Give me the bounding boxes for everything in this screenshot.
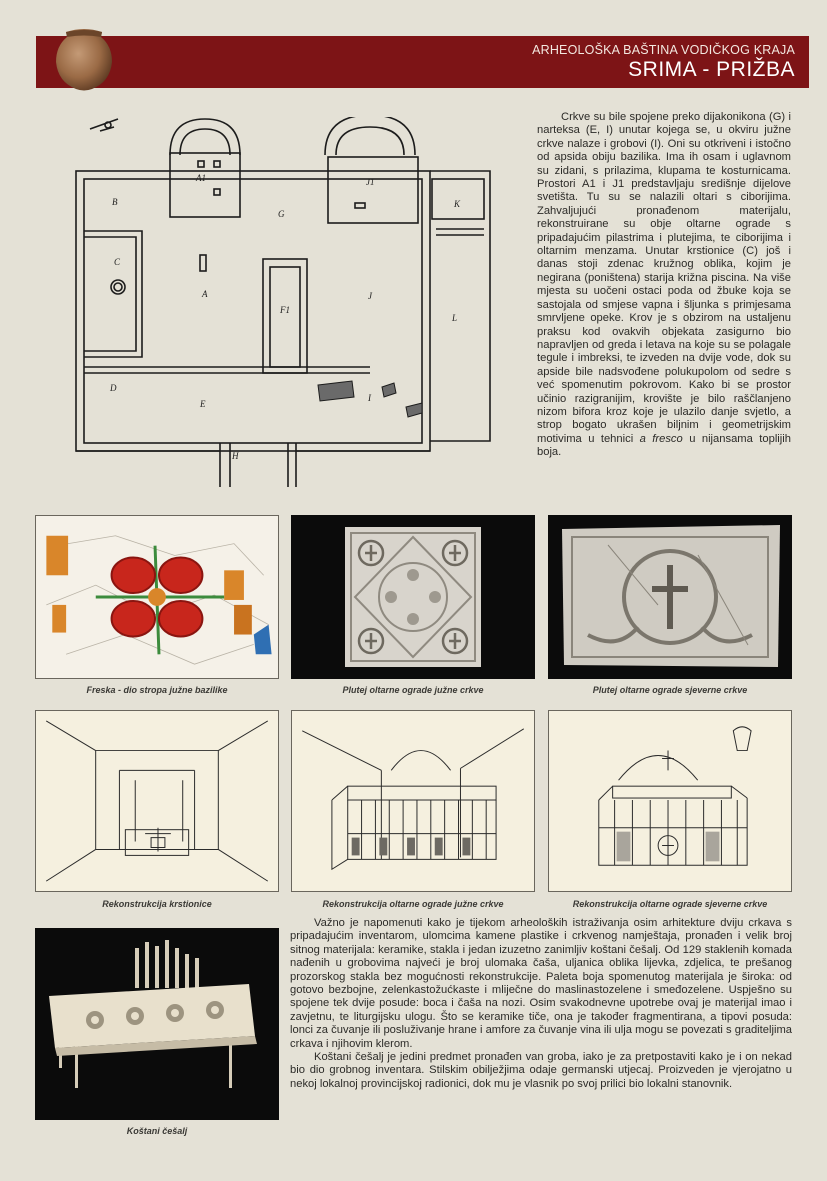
intro-text: [537, 111, 791, 460]
body-paragraph: Važno je napomenuti kako je tijekom arheoloških istraživanja osim arhitekture dviju crkava s pripadajućim inventarom, ulomcima kamene plastike i crkvenog namještaja, pronađen i velik broj sitnog materijala: keramike, stakla i jedan izuzetno zanimljiv koštani češalj. Od 129 staklenih komada nađenih u grobovima najveći je broj ulomaka čaša, uljanica oblika lijevka, zdjelica, te prešanog prozorskog stakla bez mogućnosti rekonstrukcije. Paleta boja spomenutog materijala je široka: od gotovo bezbojne, zelenkastožućkaste i mliječne do maslinastozelene i smeđozelene. Uspješno su spojene tek dvije posude: boca i čaša na nozi. Osim svakodnevne upotrebe ovaj je materijal imao i zavjetnu, te liturgijsku ulogu. Što se keramike tiče, ona je također fragmentirana, a tipovi posuda: lonci za čuvanje ili posluživanje hrane i amfore za čuvanje vina ili ulja mogu se povezati s graditeljima crkava i njihovim klerom.: [290, 917, 792, 1050]
caption-screen-south: Rekonstrukcija oltarne ograde južne crkve: [322, 899, 504, 909]
plan-label-b: B: [112, 197, 118, 207]
caption-screen-north: Rekonstrukcija oltarne ograde sjeverne crkve: [572, 899, 768, 909]
floor-plan-figure: [70, 117, 510, 487]
plan-label-h: H: [232, 451, 239, 461]
body-text: [290, 917, 792, 1091]
pottery-vessel-icon: [52, 26, 116, 92]
header-subtitle: ARHEOLOŠKA BAŠTINA VODIČKOG KRAJA: [532, 43, 795, 57]
plan-label-j: J: [368, 291, 372, 301]
pluteus-north-image: [548, 515, 792, 679]
plan-label-j1: J1: [366, 177, 375, 187]
caption-fresco: Freska - dio stropa južne bazilike: [86, 685, 228, 695]
plan-label-a1: A1: [196, 173, 206, 183]
fresco-image: [35, 515, 279, 679]
screen-south-reconstruction-image: [291, 710, 535, 892]
plan-label-f1: F1: [280, 305, 290, 315]
screen-north-reconstruction-image: [548, 710, 792, 892]
plan-label-a: A: [202, 289, 208, 299]
intro-italic: a fresco: [639, 432, 683, 445]
plan-label-e: E: [200, 399, 206, 409]
caption-pluteus-north: Plutej oltarne ograde sjeverne crkve: [592, 685, 748, 695]
plan-label-d: D: [110, 383, 117, 393]
caption-baptistery: Rekonstrukcija krstionice: [102, 899, 212, 909]
plan-label-l: L: [452, 313, 458, 323]
bone-comb-image: [35, 928, 279, 1120]
pluteus-south-image: [291, 515, 535, 679]
plan-label-c: C: [114, 257, 121, 267]
plan-label-k: K: [454, 199, 461, 209]
plan-label-g: G: [278, 209, 285, 219]
body-paragraph: Koštani češalj je jedini predmet pronađen van groba, iako je za pretpostaviti kako je i on nekad bio dio grobnog inventara. Stilskim obilježjima odaje germanski utjecaj. Proizveden je vjerojatno u nekoj lokalnoj provincijskoj radionici, dok mu je vlasnik po svoj prilici bio lokalni stanovnik.: [290, 1051, 792, 1090]
intro-end: u nijansama toplijih boja.: [537, 432, 791, 459]
plan-label-i: I: [368, 393, 371, 403]
header-banner: [36, 36, 809, 88]
caption-comb: Koštani češalj: [126, 1126, 188, 1136]
caption-pluteus-south: Plutej oltarne ograde južne crkve: [342, 685, 484, 695]
header-title: SRIMA - PRIŽBA: [628, 58, 795, 81]
intro-paragraph: Crkve su bile spojene preko dijakonikona (G) i narteksa (E, I) unutar kojega se, u okviru južne crkve nalaze i grobovi (I). Oni su otkriveni i istočno od apsida obiju bazilika. Ima ih osam i uglavnom su zidani, s prilazima, klupama te kosturnicama. Prostori A1 i J1 predstavljaju središnje dijelove svetišta. Tu su se nalazili oltari s ciborijima. Zahvaljujući pronađenom materijalu, rekonstruirane su obje oltarne ograde s pripadajućim pilastrima i plutejima, te ciborijima i oltarnim menzama. Unutar krstionice (C) još i danas stoji zdenac kružnog oblika, kojim je negirana (poništena) starija križna piscina. Na više mjesta su uočeni ostaci poda od žbuke koja se sastojala od smjese vapna i šljunka s primjesama smrvljene opeke. Krov je s obzirom na ustaljenu praksu kod ovakvih objekata zasigurno bio napravljen od greda i letava na koje su se polagale tegule i imbreksi, te izveden na dvije vode, dok su apside bile nadsvođene polukupolom od sedre s već spomenutim pokrovom. Kako bi se prostor učinio razigranijim, krovište je bilo raščlanjeno nizom bifora kroz koje je ulazilo danje svjetlo, a strop bogato ukrašen biljnim i geometrijskim motivima u tehnici: [537, 111, 791, 445]
baptistery-reconstruction-image: [35, 710, 279, 892]
